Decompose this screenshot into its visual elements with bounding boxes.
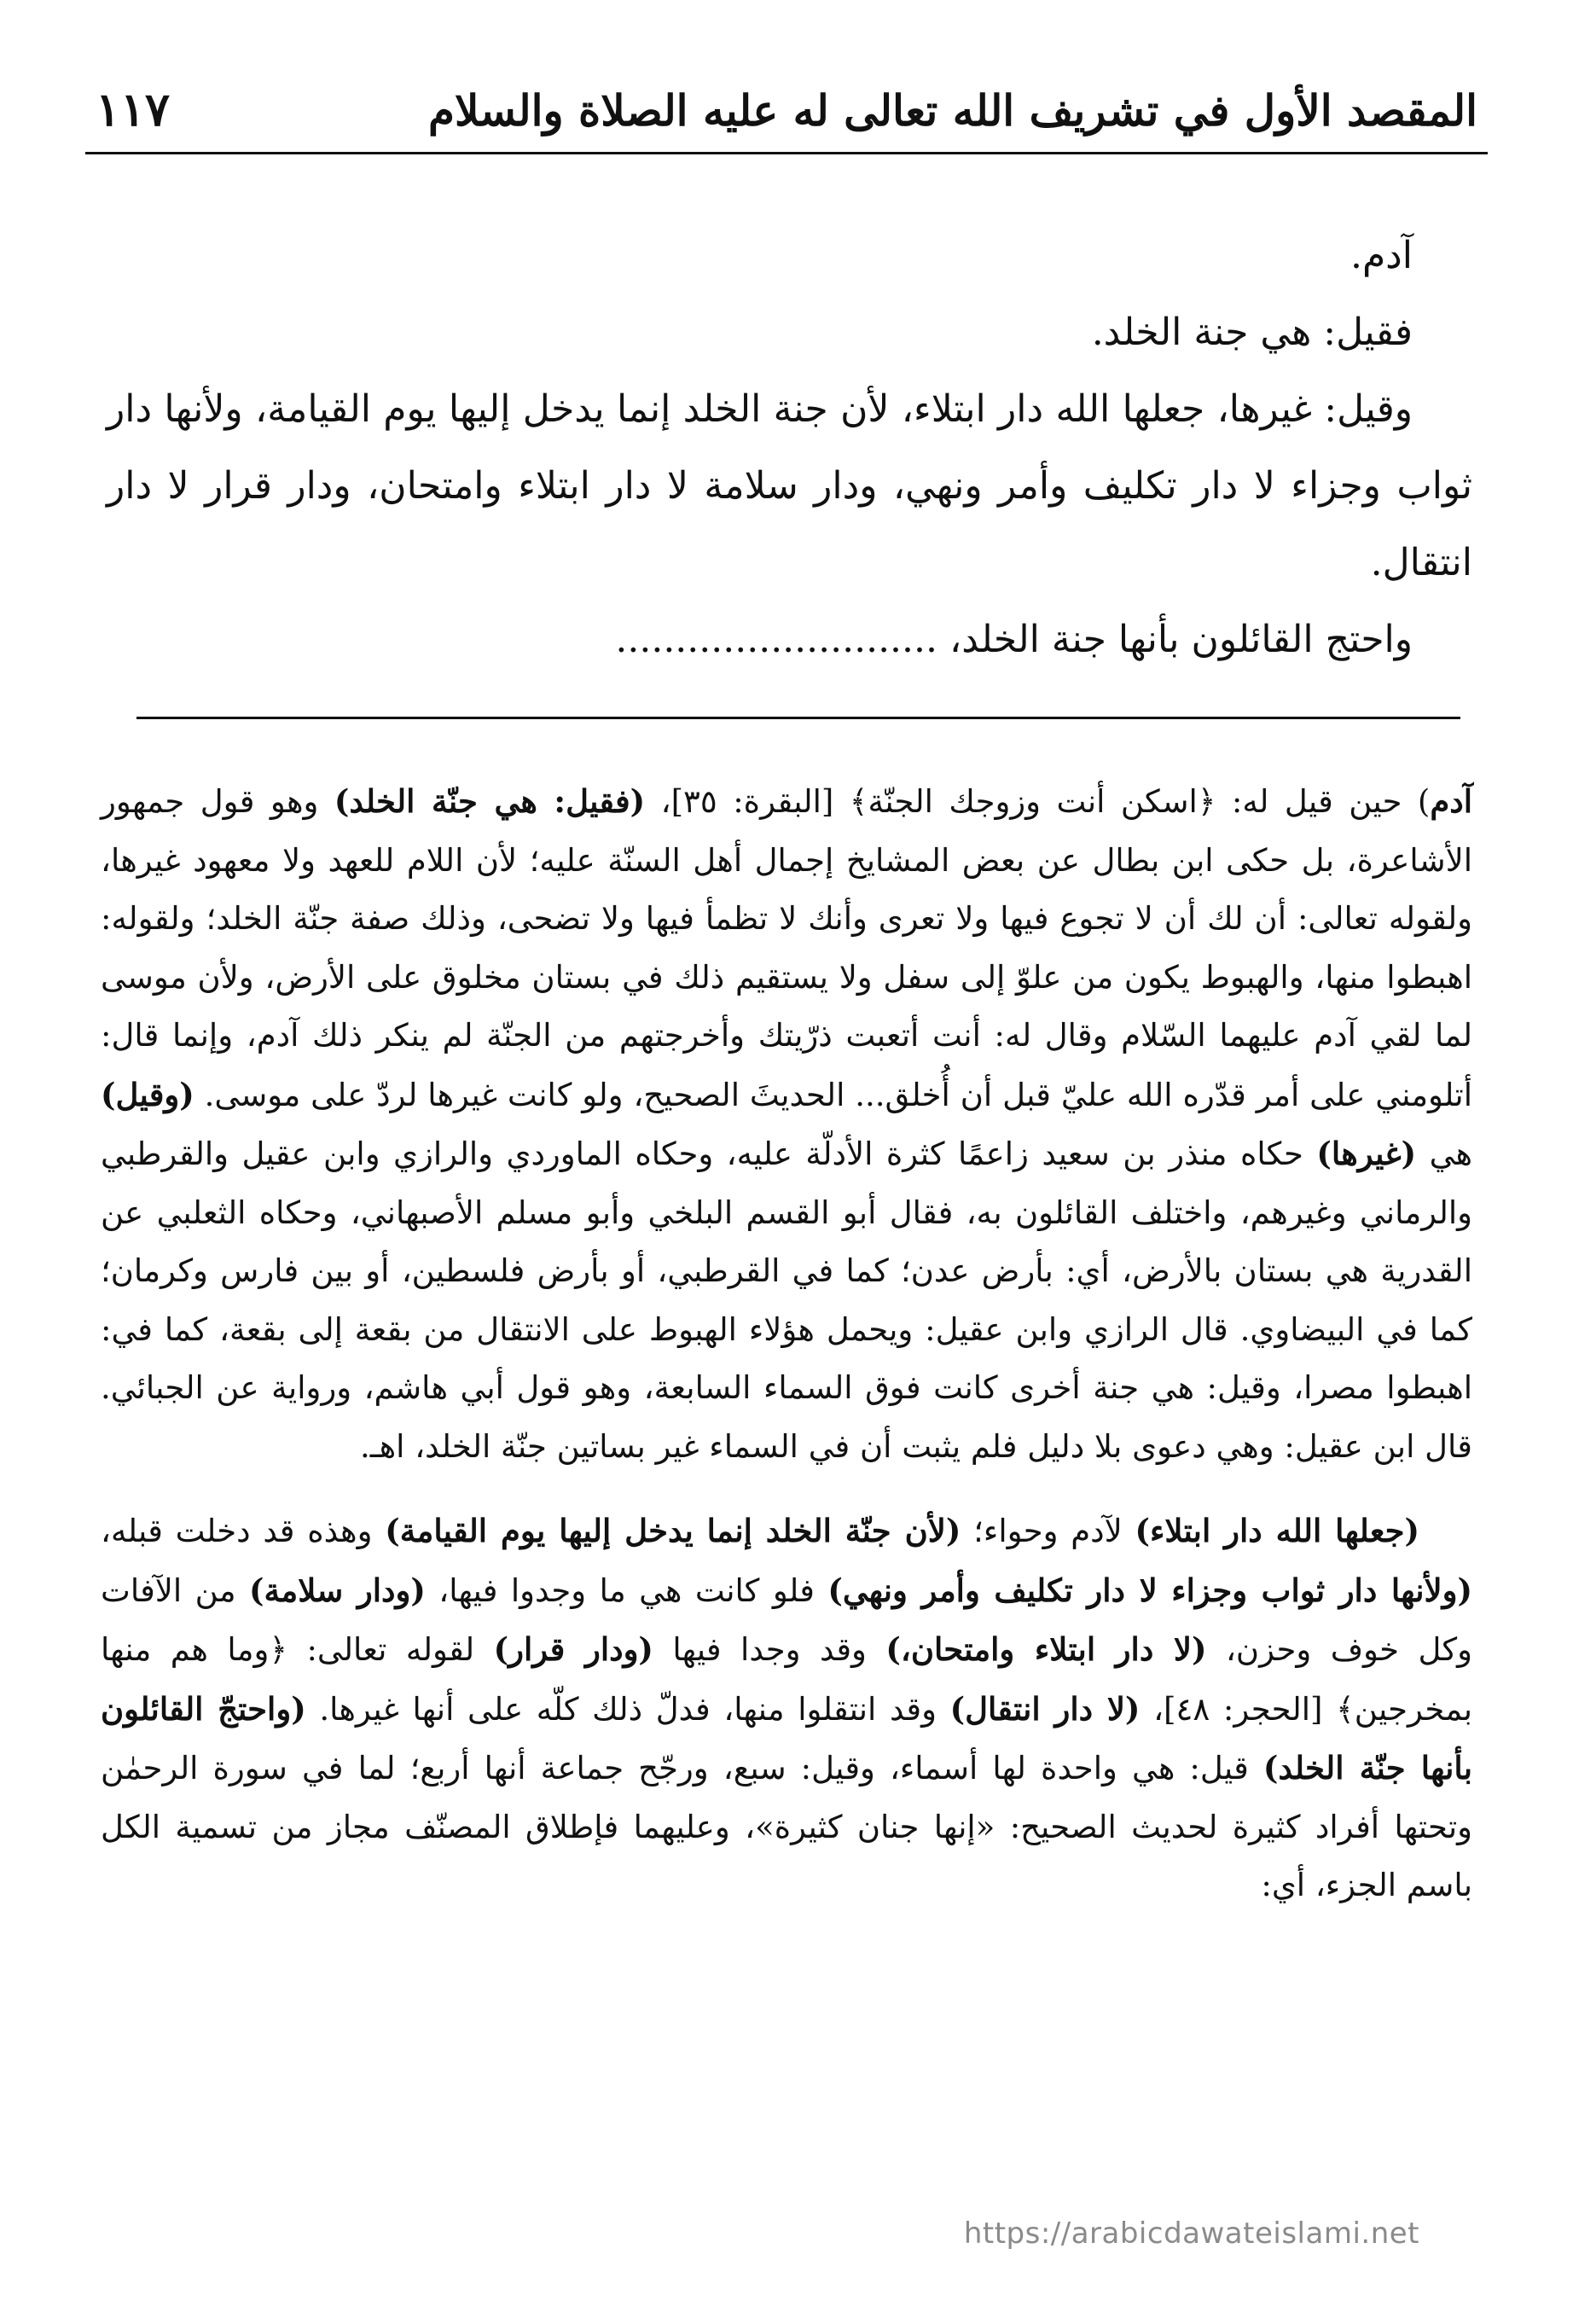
commentary-text: قيل: هي واحدة لها أسماء، وقيل: سبع، ورجّح جماعة أنها أربع؛ لما في سورة الرحمٰن وتحتها أفراد كثيرة لحديث الصحيح: «إنها جنان كثيرة»، وعليهما فإطلاق المصنّف مجاز من تسمية الكل باسم الجزء، أي: [101, 1750, 1472, 1903]
bold-quoted-text: آدم [1430, 782, 1472, 820]
main-text-line: آدم. [1350, 234, 1413, 277]
commentary-text: فلو كانت هي ما وجدوا فيها، [425, 1572, 828, 1609]
main-text [107, 218, 1472, 678]
separator-rule [136, 717, 1460, 719]
bold-quoted-text: (وقيل) [101, 1075, 194, 1113]
commentary-text: هي [1416, 1136, 1472, 1172]
bold-quoted-text: (لا دار انتقال) [949, 1689, 1141, 1728]
commentary-text: وقد انتقلوا منها، فدلّ ذلك كلّه على أنها غيرها. [305, 1690, 950, 1728]
commentary-paragraph [101, 772, 1472, 1476]
bold-quoted-text: (واحتجّ القائلون بأنها جنّة الخلد) [101, 1689, 1472, 1787]
commentary-text: ) حين قيل له: ﴿اسكن أنت وزوجك الجنّة﴾ [البقرة: ٣٥]، [645, 783, 1431, 820]
commentary-text: من الآفات وكل خوف وحزن، [101, 1572, 1472, 1668]
page-number: ١١٧ [96, 82, 171, 137]
commentary [101, 772, 1472, 1915]
bold-quoted-text: (لأن جنّة الخلد إنما يدخل إليها يوم القيامة) [385, 1512, 961, 1549]
bold-quoted-text: (ولأنها دار ثواب وجزاء لا دار تكليف وأمر ونهي) [827, 1571, 1472, 1609]
main-text-line: واحتج القائلون بأنها جنة الخلد، ........................... [615, 618, 1413, 661]
bold-quoted-text: (جعلها الله دار ابتلاء) [1135, 1512, 1419, 1549]
running-header [96, 78, 1477, 147]
bold-quoted-text: (ودار سلامة) [249, 1571, 426, 1609]
bold-quoted-text: (لا دار ابتلاء وامتحان،) [885, 1630, 1207, 1668]
header-rule [85, 152, 1488, 154]
bold-quoted-text: (ودار قرار) [493, 1630, 653, 1668]
commentary-text: لآدم وحواء؛ [961, 1513, 1135, 1549]
bold-quoted-text: (غيرها) [1316, 1135, 1417, 1172]
commentary-text: وهو قول جمهور الأشاعرة، بل حكى ابن بطال عن بعض المشايخ إجمال أهل السنّة عليه؛ لأن اللام للعهد ولا معهود غيرها، ولقوله تعالى: أن لك أن لا تجوع فيها ولا تعرى وأنك لا تظمأ فيها ولا تضحى، وذلك صفة جنّة الخلد؛ ولقوله: اهبطوا منها، والهبوط يكون من علوّ إلى سفل ولا يستقيم ذلك في بستان مخلوق على الأرض، ولأن موسى لما لقي آدم عليهما السّلام وقال له: أنت أتعبت ذرّيتك وأخرجتهم من الجنّة لم ينكر ذلك آدم، وإنما قال: أتلومني على أمر قدّره الله عليّ قبل أن أُخلق... الحديثَ الصحيح، ولو كانت غيرها لردّ على موسى. [101, 783, 1472, 1113]
commentary-text: لقوله تعالى: ﴿وما هم منها بمخرجين﴾ [الحجر: ٤٨]، [101, 1631, 1472, 1728]
watermark-url: https://arabicdawateislami.net [963, 2217, 1419, 2251]
running-title: المقصد الأول في تشريف الله تعالى له عليه الصلاة والسلام [427, 85, 1477, 136]
main-text-line: فقيل: هي جنة الخلد. [1091, 311, 1413, 354]
commentary-text: وقد وجدا فيها [653, 1631, 886, 1668]
commentary-paragraph [101, 1502, 1472, 1915]
bold-quoted-text: (فقيل: هي جنّة الخلد) [334, 782, 646, 820]
commentary-text: حكاه منذر بن سعيد زاعمًا كثرة الأدلّة عليه، وحكاه الماوردي والرازي وابن عقيل والقرطبي والرماني وغيرهم، واختلف القائلون به، فقال أبو القسم البلخي وأبو مسلم الأصبهاني، وحكاه الثعلبي عن القدرية هي بستان بالأرض، أي: بأرض عدن؛ كما في القرطبي، أو بأرض فلسطين، أو بين فارس وكرمان؛ كما في البيضاوي. قال الرازي وابن عقيل: ويحمل هؤلاء الهبوط على الانتقال من بقعة إلى بقعة، كما في: اهبطوا مصرا، وقيل: هي جنة أخرى كانت فوق السماء السابعة، وهو قول أبي هاشم، ورواية عن الجبائي. قال ابن عقيل: وهي دعوى بلا دليل فلم يثبت أن في السماء غير بساتين جنّة الخلد، اهـ. [101, 1136, 1472, 1465]
commentary-text: وهذه قد دخلت قبله، [101, 1513, 386, 1549]
main-text-line: وقيل: غيرها، جعلها الله دار ابتلاء، لأن جنة الخلد إنما يدخل إليها يوم القيامة، ولأنها دار ثواب وجزاء لا دار تكليف وأمر ونهي، ودار سلامة لا دار ابتلاء وامتحان، ودار قرار لا دار انتقال. [107, 387, 1472, 584]
